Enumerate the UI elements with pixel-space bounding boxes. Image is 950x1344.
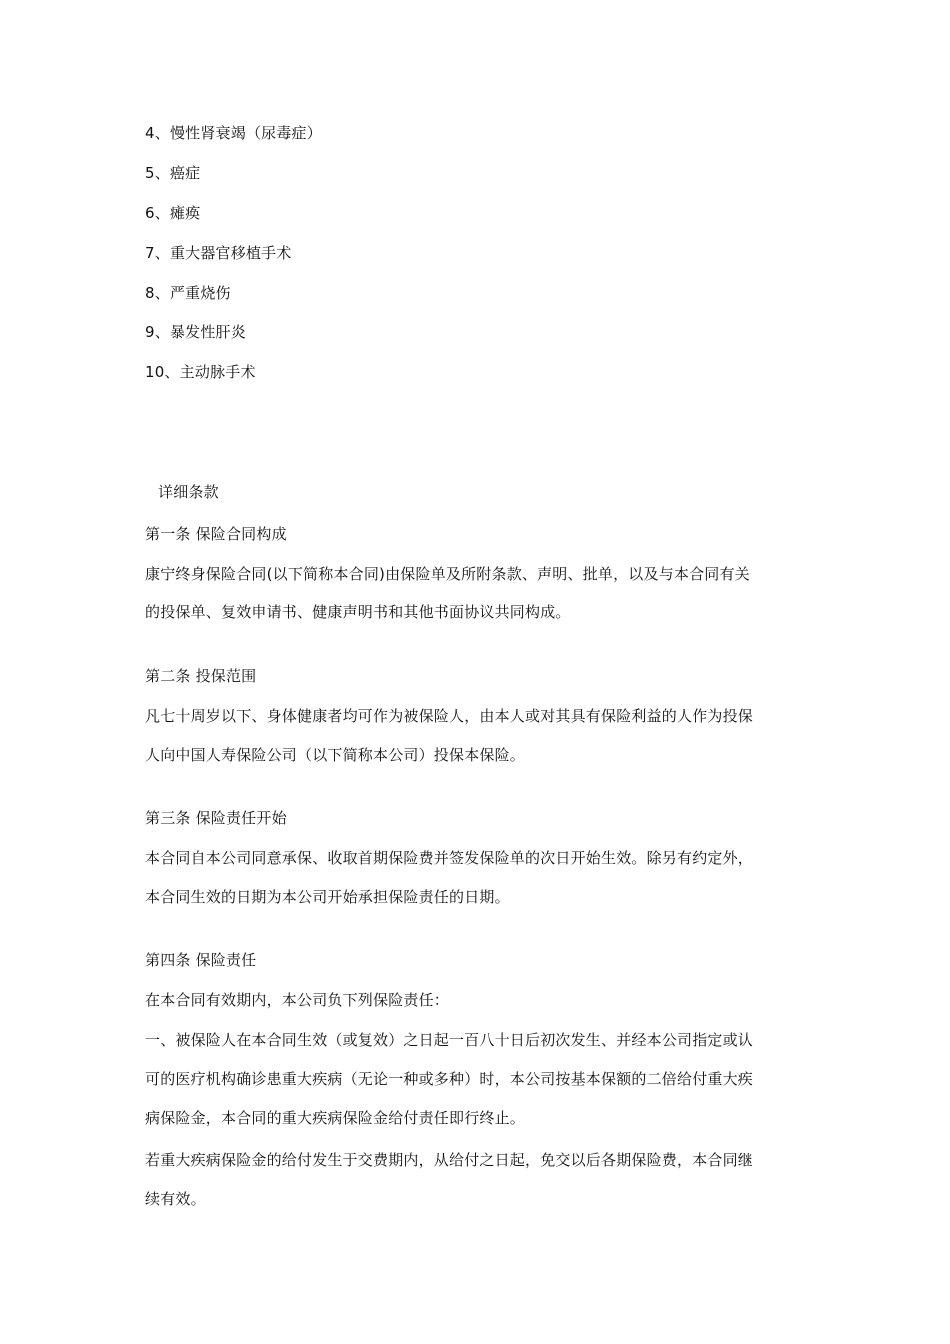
article-text-line: 康宁终身保险合同(以下简称本合同)由保险单及所附条款、声明、批单，以及与本合同有关: [145, 565, 750, 583]
article-text-line: 人向中国人寿保险公司（以下简称本公司）投保本保险。: [145, 746, 526, 764]
list-item: 6、瘫痪: [145, 204, 201, 222]
list-item: 10、主动脉手术: [145, 363, 256, 381]
list-item: 5、癌症: [145, 164, 201, 182]
article-text-line: 病保险金，本合同的重大疾病保险金给付责任即行终止。: [145, 1109, 526, 1127]
article-heading: 第四条 保险责任: [145, 951, 257, 969]
article-text-line: 本合同自本公司同意承保、收取首期保险费并签发保险单的次日开始生效。除另有约定外，: [145, 849, 754, 867]
article-text-line: 在本合同有效期内，本公司负下列保险责任：: [145, 991, 450, 1009]
article-text-line: 续有效。: [145, 1190, 206, 1208]
list-item: 8、严重烧伤: [145, 284, 231, 302]
article-heading: 第二条 投保范围: [145, 667, 257, 685]
section-title: 详细条款: [158, 483, 219, 501]
article-text-line: 一、被保险人在本合同生效（或复效）之日起一百八十日后初次发生、并经本公司指定或认: [145, 1031, 754, 1049]
article-text-line: 若重大疾病保险金的给付发生于交费期内，从给付之日起，免交以后各期保险费，本合同继: [145, 1151, 754, 1169]
article-text-line: 本合同生效的日期为本公司开始承担保险责任的日期。: [145, 888, 510, 906]
list-item: 4、慢性肾衰竭（尿毒症）: [145, 124, 322, 142]
article-heading: 第一条 保险合同构成: [145, 525, 287, 543]
list-item: 7、重大器官移植手术: [145, 244, 292, 262]
article-text-line: 的投保单、复效申请书、健康声明书和其他书面协议共同构成。: [145, 603, 571, 621]
article-text-line: 凡七十周岁以下、身体健康者均可作为被保险人，由本人或对其具有保险利益的人作为投保: [145, 707, 754, 725]
article-text-line: 可的医疗机构确诊患重大疾病（无论一种或多种）时，本公司按基本保额的二倍给付重大疾: [145, 1070, 754, 1088]
article-heading: 第三条 保险责任开始: [145, 809, 287, 827]
list-item: 9、暴发性肝炎: [145, 323, 246, 341]
